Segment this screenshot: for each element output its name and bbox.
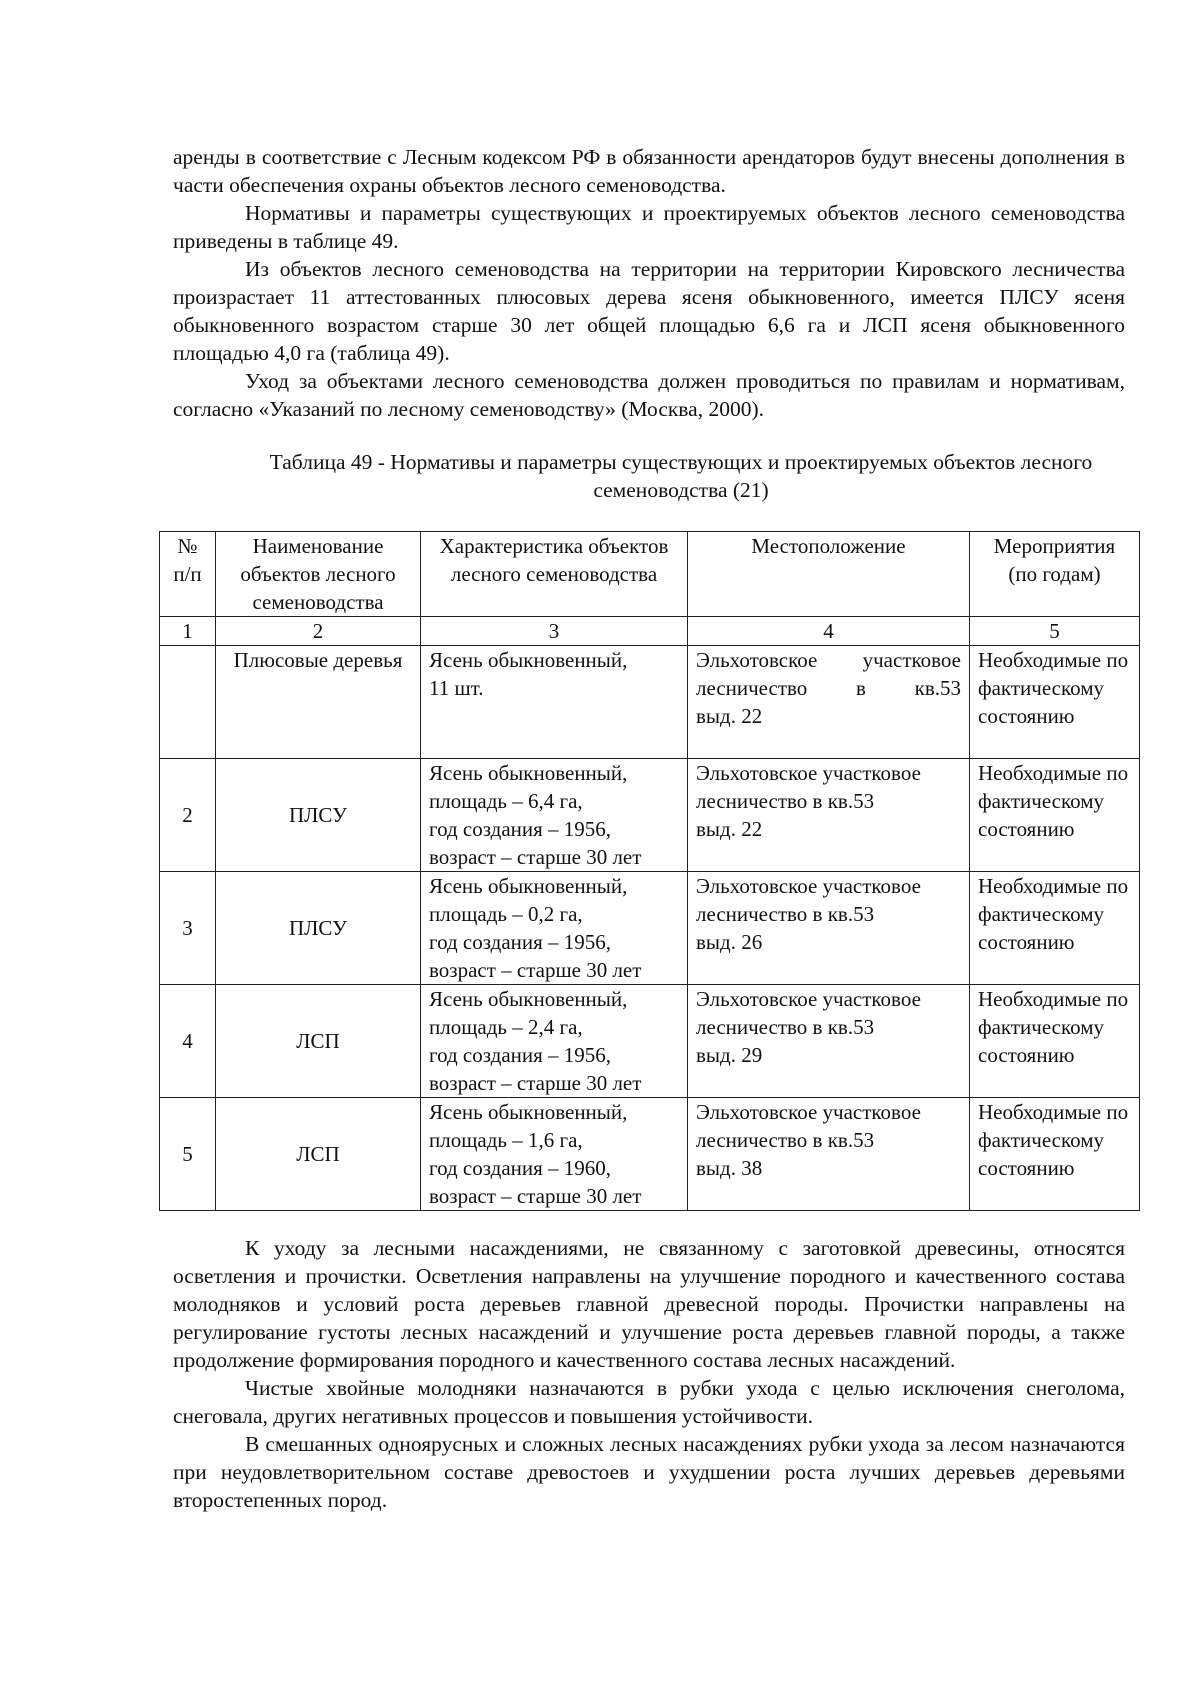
column-number: 5 <box>970 617 1140 646</box>
location-line: выд. 22 <box>696 817 763 841</box>
paragraph: Нормативы и параметры существующих и проектируемых объектов лесного семеноводства приведены в таблице 49. <box>173 201 1125 253</box>
bottom-text <box>173 1234 1125 1514</box>
activities: Необходимые по фактическому состоянию <box>970 985 1140 1098</box>
row-number: 3 <box>160 872 216 985</box>
location-line: выд. 22 <box>696 704 763 728</box>
characteristic-line: Ясень обыкновенный, <box>429 648 628 672</box>
location <box>688 1098 970 1211</box>
location-line: выд. 26 <box>696 930 763 954</box>
characteristic-line: возраст – старше 30 лет <box>429 1071 642 1095</box>
paragraph: Уход за объектами лесного семеноводства должен проводиться по правилам и нормативам, согласно «Указаний по лесному семеноводству» (Москва, 2000). <box>173 369 1125 421</box>
characteristic-line: возраст – старше 30 лет <box>429 1184 642 1208</box>
characteristic-line: площадь – 0,2 га, <box>429 902 583 926</box>
column-number-row <box>160 617 1140 646</box>
characteristic-line: год создания – 1956, <box>429 930 612 954</box>
location-line: выд. 38 <box>696 1156 763 1180</box>
header-cell: Наименование объектов лесного семеноводства <box>216 532 421 617</box>
table-row <box>160 1098 1140 1211</box>
paragraph: аренды в соответствие с Лесным кодексом РФ в обязанности арендаторов будут внесены дополнения в части обеспечения охраны объектов лесного семеноводства. <box>173 145 1125 197</box>
location-line: Эльхотовское участковое лесничество в кв.53 <box>696 648 961 700</box>
location-line: выд. 29 <box>696 1043 763 1067</box>
paragraph: В смешанных одноярусных и сложных лесных насаждениях рубки ухода за лесом назначаются при неудовлетворительном составе древостоев и ухудшении роста лучших деревьев деревьями второстепенных пород. <box>173 1432 1125 1512</box>
column-number: 4 <box>688 617 970 646</box>
characteristic-line: Ясень обыкновенный, <box>429 1100 628 1124</box>
activities: Необходимые по фактическому состоянию <box>970 646 1140 759</box>
object-characteristic <box>421 872 688 985</box>
object-characteristic <box>421 646 688 759</box>
header-cell: Мероприятия (по годам) <box>970 532 1140 617</box>
location <box>688 985 970 1098</box>
characteristic-line: площадь – 1,6 га, <box>429 1128 583 1152</box>
characteristic-line: год создания – 1956, <box>429 817 612 841</box>
activities: Необходимые по фактическому состоянию <box>970 872 1140 985</box>
location-line: Эльхотовское участковое лесничество в кв.53 <box>696 1100 921 1152</box>
row-number <box>160 646 216 759</box>
row-number: 4 <box>160 985 216 1098</box>
table-row <box>160 872 1140 985</box>
object-characteristic <box>421 759 688 872</box>
table-header-row <box>160 532 1140 617</box>
header-cell: № п/п <box>160 532 216 617</box>
location <box>688 759 970 872</box>
table-row <box>160 646 1140 759</box>
column-number: 2 <box>216 617 421 646</box>
characteristic-line: площадь – 6,4 га, <box>429 789 583 813</box>
object-name: ЛСП <box>216 985 421 1098</box>
characteristic-line: Ясень обыкновенный, <box>429 761 628 785</box>
location-line: Эльхотовское участковое лесничество в кв.53 <box>696 874 921 926</box>
location <box>688 646 970 759</box>
location-line: Эльхотовское участковое лесничество в кв.53 <box>696 987 921 1039</box>
object-characteristic <box>421 985 688 1098</box>
characteristic-line: площадь – 2,4 га, <box>429 1015 583 1039</box>
activities: Необходимые по фактическому состоянию <box>970 759 1140 872</box>
characteristic-line: Ясень обыкновенный, <box>429 874 628 898</box>
characteristic-line: 11 шт. <box>429 676 484 700</box>
paragraph: Чистые хвойные молодняки назначаются в рубки ухода с целью исключения снеголома, снеговала, других негативных процессов и повышения устойчивости. <box>173 1376 1125 1428</box>
column-number: 3 <box>421 617 688 646</box>
table-row <box>160 759 1140 872</box>
location-line: Эльхотовское участковое лесничество в кв.53 <box>696 761 921 813</box>
header-cell: Характеристика объектов лесного семеноводства <box>421 532 688 617</box>
characteristic-line: возраст – старше 30 лет <box>429 958 642 982</box>
object-name: ЛСП <box>216 1098 421 1211</box>
object-characteristic <box>421 1098 688 1211</box>
table-row <box>160 985 1140 1098</box>
paragraph: Из объектов лесного семеноводства на территории на территории Кировского лесничества произрастает 11 аттестованных плюсовых дерева ясеня обыкновенного, имеется ПЛСУ ясеня обыкновенного возрастом старше 30 лет общей площадью 6,6 га и ЛСП ясеня обыкновенного площадью 4,0 га (таблица 49). <box>173 257 1125 365</box>
activities: Необходимые по фактическому состоянию <box>970 1098 1140 1211</box>
characteristic-line: год создания – 1960, <box>429 1156 612 1180</box>
object-name: ПЛСУ <box>216 872 421 985</box>
characteristic-line: возраст – старше 30 лет <box>429 845 642 869</box>
top-text <box>173 143 1125 423</box>
row-number: 2 <box>160 759 216 872</box>
paragraph: К уходу за лесными насаждениями, не связанному с заготовкой древесины, относятся осветления и прочистки. Осветления направлены на улучшение породного и качественного состава молодняков и условий роста деревьев главной древесной породы. Прочистки направлены на регулирование густоты лесных насаждений и улучшение роста деревьев главной породы, а также продолжение формирования породного и качественного состава лесных насаждений. <box>173 1236 1125 1372</box>
table-caption: Таблица 49 - Нормативы и параметры существующих и проектируемых объектов лесного семеноводства (21) <box>269 450 1093 502</box>
location <box>688 872 970 985</box>
characteristic-line: Ясень обыкновенный, <box>429 987 628 1011</box>
object-name: ПЛСУ <box>216 759 421 872</box>
row-number: 5 <box>160 1098 216 1211</box>
characteristic-line: год создания – 1956, <box>429 1043 612 1067</box>
data-table <box>159 531 1140 1211</box>
header-cell: Местоположение <box>688 532 970 617</box>
column-number: 1 <box>160 617 216 646</box>
object-name: Плюсовые деревья <box>216 646 421 759</box>
